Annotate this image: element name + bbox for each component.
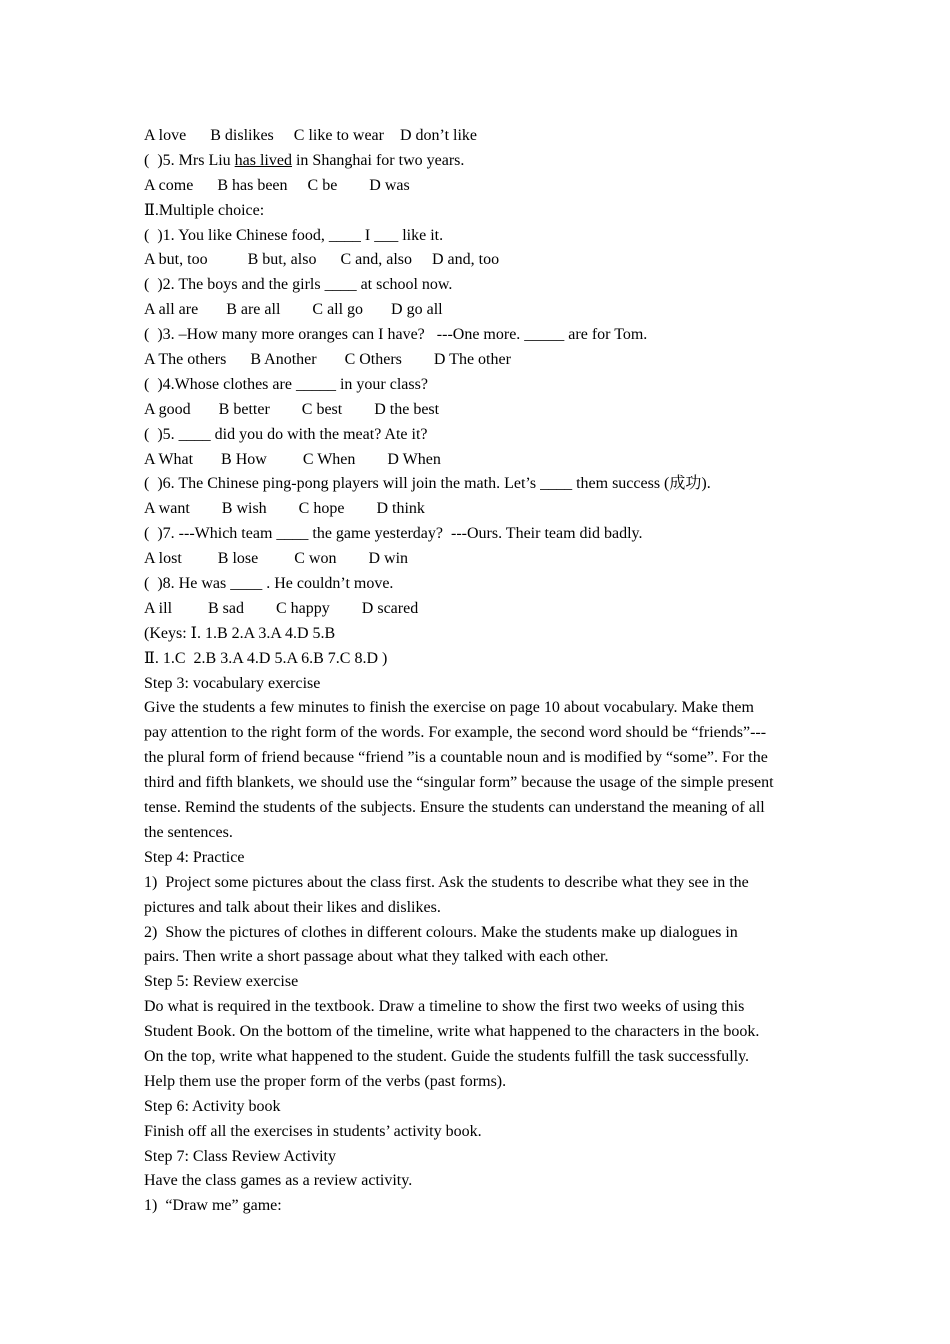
paragraph-line: the plural form of friend because “friend ”is a countable noun and is modified by “some”. For the bbox=[144, 749, 768, 767]
paragraph bbox=[144, 696, 810, 845]
text-line: A The others B Another C Others D The other bbox=[144, 351, 511, 369]
text-line: ( )3. –How many more oranges can I have? ---One more. _____ are for Tom. bbox=[144, 326, 648, 344]
text-line: A but, too B but, also C and, also D and, too bbox=[144, 251, 500, 269]
paragraph-line: Student Book. On the bottom of the timeline, write what happened to the characters in the book. bbox=[144, 1023, 760, 1041]
text-line: Step 4: Practice bbox=[144, 848, 245, 866]
text-line: (Keys: Ⅰ. 1.B 2.A 3.A 4.D 5.B bbox=[144, 624, 336, 642]
text-line: Step 6: Activity book bbox=[144, 1097, 281, 1115]
document-page bbox=[144, 124, 810, 1219]
text-line: Ⅱ. 1.C 2.B 3.A 4.D 5.A 6.B 7.C 8.D ) bbox=[144, 649, 388, 667]
paragraph-line: Give the students a few minutes to finish the exercise on page 10 about vocabulary. Make them bbox=[144, 699, 754, 717]
paragraph-line: third and fifth blankets, we should use the “singular form” because the usage of the simple present bbox=[144, 774, 774, 792]
text-line: ( )4.Whose clothes are _____ in your class? bbox=[144, 375, 428, 393]
underlined-text: has lived bbox=[234, 151, 292, 169]
text-line: Step 3: vocabulary exercise bbox=[144, 674, 321, 692]
text-line: ( )1. You like Chinese food, ____ I ___ like it. bbox=[144, 226, 444, 244]
paragraph bbox=[144, 995, 810, 1095]
paragraph-line: 1) Project some pictures about the class first. Ask the students to describe what they see in the bbox=[144, 873, 749, 891]
text-line bbox=[144, 149, 810, 174]
paragraph bbox=[144, 921, 810, 971]
text-line: Ⅱ.Multiple choice: bbox=[144, 201, 265, 219]
text-line: ( )5. ____ did you do with the meat? Ate it? bbox=[144, 425, 428, 443]
paragraph-line: Do what is required in the textbook. Draw a timeline to show the first two weeks of using this bbox=[144, 998, 745, 1016]
text-line: Step 5: Review exercise bbox=[144, 973, 299, 991]
paragraph-line: pay attention to the right form of the words. For example, the second word should be “friends”--- bbox=[144, 724, 767, 742]
text-line: A good B better C best D the best bbox=[144, 400, 440, 418]
text-line: Have the class games as a review activity. bbox=[144, 1172, 413, 1190]
text-line: ( )7. ---Which team ____ the game yesterday? ---Ours. Their team did badly. bbox=[144, 525, 643, 543]
text-line: A want B wish C hope D think bbox=[144, 500, 425, 518]
text-line: Step 7: Class Review Activity bbox=[144, 1147, 336, 1165]
text-line: A come B has been C be D was bbox=[144, 176, 410, 194]
paragraph-line: Help them use the proper form of the verbs (past forms). bbox=[144, 1072, 507, 1090]
text-line: A ill B sad C happy D scared bbox=[144, 599, 419, 617]
text-line: ( )2. The boys and the girls ____ at school now. bbox=[144, 276, 453, 294]
paragraph-line: tense. Remind the students of the subjects. Ensure the students can understand the meaning of all bbox=[144, 799, 765, 817]
text-line: 1) “Draw me” game: bbox=[144, 1197, 282, 1215]
text-segment: in Shanghai for two years. bbox=[291, 151, 465, 169]
paragraph-line: 2) Show the pictures of clothes in different colours. Make the students make up dialogues in bbox=[144, 923, 738, 941]
paragraph bbox=[144, 871, 810, 921]
text-line: ( )6. The Chinese ping-pong players will join the math. Let’s ____ them success (成功). bbox=[144, 475, 711, 493]
text-line: A love B dislikes C like to wear D don’t like bbox=[144, 127, 478, 144]
text-line: A lost B lose C won D win bbox=[144, 550, 409, 568]
text-line: A What B How C When D When bbox=[144, 450, 441, 468]
paragraph-line: On the top, write what happened to the student. Guide the students fulfill the task successfully. bbox=[144, 1047, 750, 1065]
text-line: A all are B are all C all go D go all bbox=[144, 301, 443, 319]
text-line: ( )8. He was ____ . He couldn’t move. bbox=[144, 575, 394, 593]
text-segment: ( )5. Mrs Liu bbox=[144, 151, 235, 169]
paragraph-line: pairs. Then write a short passage about what they talked with each other. bbox=[144, 948, 609, 966]
text-line: Finish off all the exercises in students’ activity book. bbox=[144, 1122, 482, 1140]
paragraph-line: the sentences. bbox=[144, 823, 233, 841]
paragraph-line: pictures and talk about their likes and dislikes. bbox=[144, 898, 441, 916]
